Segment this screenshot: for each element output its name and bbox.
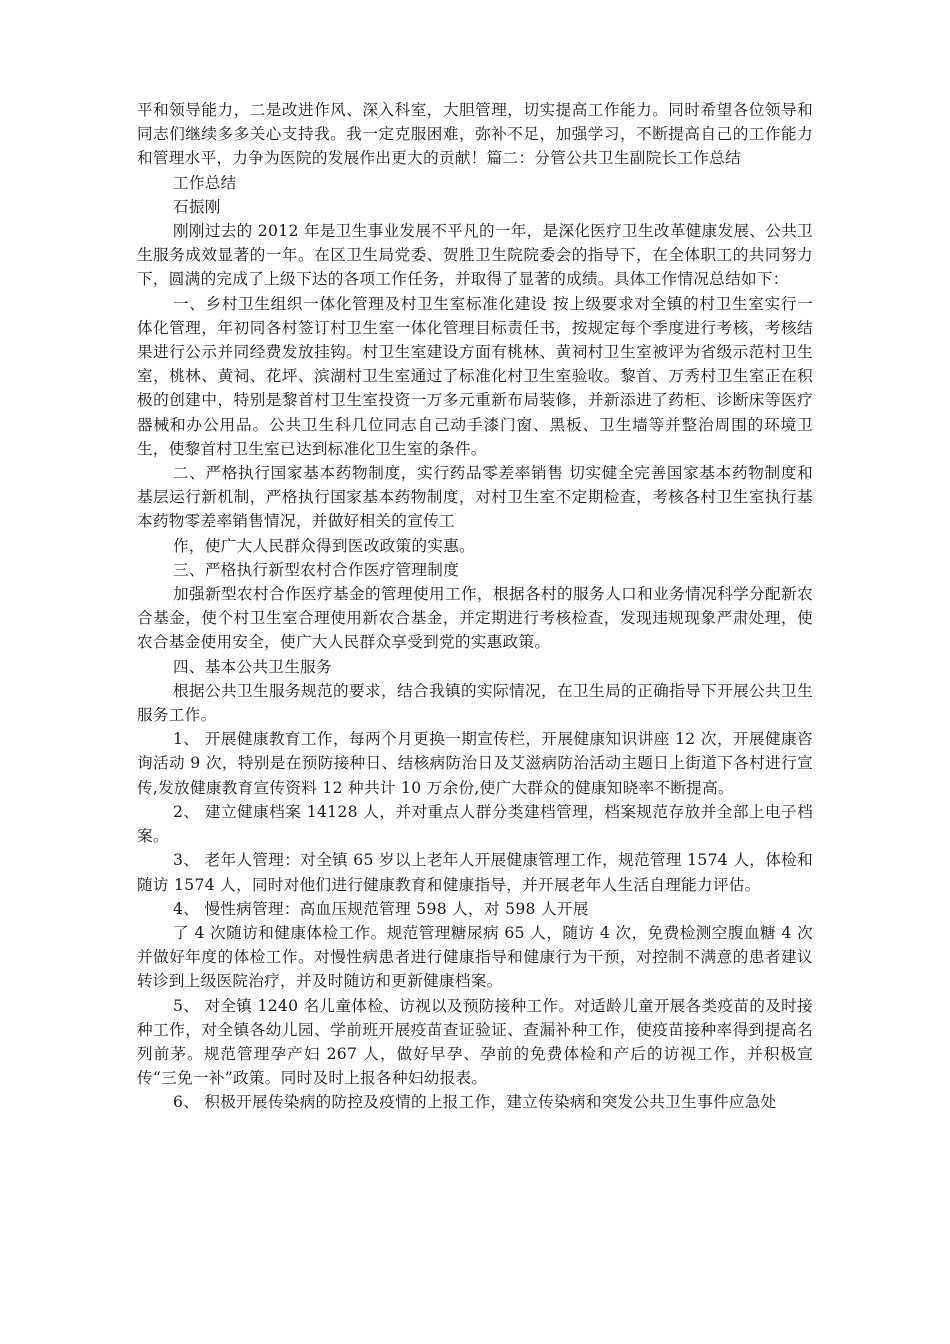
- paragraph-overview: 刚刚过去的 2012 年是卫生事业发展不平凡的一年，是深化医疗卫生改革健康发展、公共卫生服务成效显著的一年。在区卫生局党委、贺胜卫生院院委会的指导下，在全体职工的共同努力下，圆满的完成了上级下达的各项工作任务，并取得了显著的成绩。具体工作情况总结如下：: [137, 222, 813, 289]
- paragraph-heading-summary: 工作总结: [173, 173, 237, 192]
- paragraph-section-1: 一、乡村卫生组织一体化管理及村卫生室标准化建设 按上级要求对全镇的村卫生室实行一体化管理，年初同各村签订村卫生室一体化管理目标责任书，按规定每个季度进行考核，考核结果进行公示并同经费发放挂钩。村卫生室建设方面有桃林、黄祠村卫生室被评为省级示范村卫生室，桃林、黄祠、花坪、滨湖村卫生室通过了标准化村卫生室验收。黎首、万秀村卫生室正在积极的创建中，特别是黎首村卫生室投资一万多元重新布局装修，并新添进了药柜、诊断床等医疗器械和办公用品。公共卫生科几位同志自己动手漆门窗、黑板、卫生墙等并整治周围的环境卫生，使黎首村卫生室已达到标准化卫生室的条件。: [137, 294, 813, 458]
- paragraph-item-4: 4、 慢性病管理：高血压规范管理 598 人，对 598 人开展: [173, 899, 589, 918]
- paragraph-intro: 平和领导能力，二是改进作风、深入科室，大胆管理，切实提高工作能力。同时希望各位领导和同志们继续多多关心支持我。我一定克服困难，弥补不足，加强学习，不断提高自己的工作能力和管理水平，力争为医院的发展作出更大的贡献！篇二：分管公共卫生副院长工作总结: [137, 101, 813, 168]
- paragraph-author: 石振刚: [173, 197, 221, 216]
- paragraph-section-2: 二、严格执行国家基本药物制度，实行药品零差率销售 切实健全完善国家基本药物制度和基层运行新机制，严格执行国家基本药物制度，对村卫生室不定期检查，考核各村卫生室执行基本药物零差率销售情况，并做好相关的宣传工: [137, 464, 813, 531]
- paragraph-section-4-intro: 根据公共卫生服务规范的要求，结合我镇的实际情况，在卫生局的正确指导下开展公共卫生服务工作。: [137, 681, 813, 725]
- paragraph-item-4-cont: 了 4 次随访和健康体检工作。规范管理糖尿病 65 人，随访 4 次，免费检测空腹血糖 4 次并做好年度的体检工作。对慢性病患者进行健康指导和健康行为干预，对控制不满意的患者建议转诊到上级医院治疗，并及时随访和更新健康档案。: [137, 923, 813, 991]
- paragraph-item-2: 2、 建立健康档案 14128 人，并对重点人群分类建档管理，档案规范存放并全部上电子档案。: [137, 802, 813, 846]
- paragraph-section-3-heading: 三、严格执行新型农村合作医疗管理制度: [173, 560, 460, 579]
- paragraph-item-6: 6、 积极开展传染病的防控及疫情的上报工作，建立传染病和突发公共卫生事件应急处: [173, 1093, 777, 1112]
- paragraph-section-3: 加强新型农村合作医疗基金的管理使用工作，根据各村的服务人口和业务情况科学分配新农合基金，使个村卫生室合理使用新农合基金，并定期进行考核检查，发现违规现象严肃处理，使农合基金使用安全，使广大人民群众享受到党的实惠政策。: [137, 585, 813, 652]
- paragraph-section-4-heading: 四、基本公共卫生服务: [173, 657, 332, 676]
- document-body: [137, 98, 813, 1115]
- paragraph-item-5: 5、 对全镇 1240 名儿童体检、访视以及预防接种工作。对适龄儿童开展各类疫苗的及时接种工作，对全镇各幼儿园、学前班开展疫苗查证验证、查漏补种工作，使疫苗接种率得到提高名列前茅。规范管理孕产妇 267 人，做好早孕、孕前的免费体检和产后的访视工作，并积极宣传“三免一补”政策。同时及时上报各种妇幼报表。: [137, 996, 813, 1088]
- paragraph-section-2-cont: 作，使广大人民群众得到医改政策的实惠。: [173, 536, 475, 555]
- paragraph-item-1: 1、 开展健康教育工作，每两个月更换一期宣传栏，开展健康知识讲座 12 次，开展健康咨询活动 9 次，特别是在预防接种日、结核病防治日及艾滋病防治活动主题日上街道下各村进行宣传,发放健康教育宣传资料 12 种共计 10 万余份,使广大群众的健康知晓率不断提高。: [137, 730, 813, 797]
- paragraph-item-3: 3、 老年人管理：对全镇 65 岁以上老年人开展健康管理工作，规范管理 1574 人，体检和随访 1574 人，同时对他们进行健康教育和健康指导，并开展老年人生活自理能力评估。: [137, 851, 813, 894]
